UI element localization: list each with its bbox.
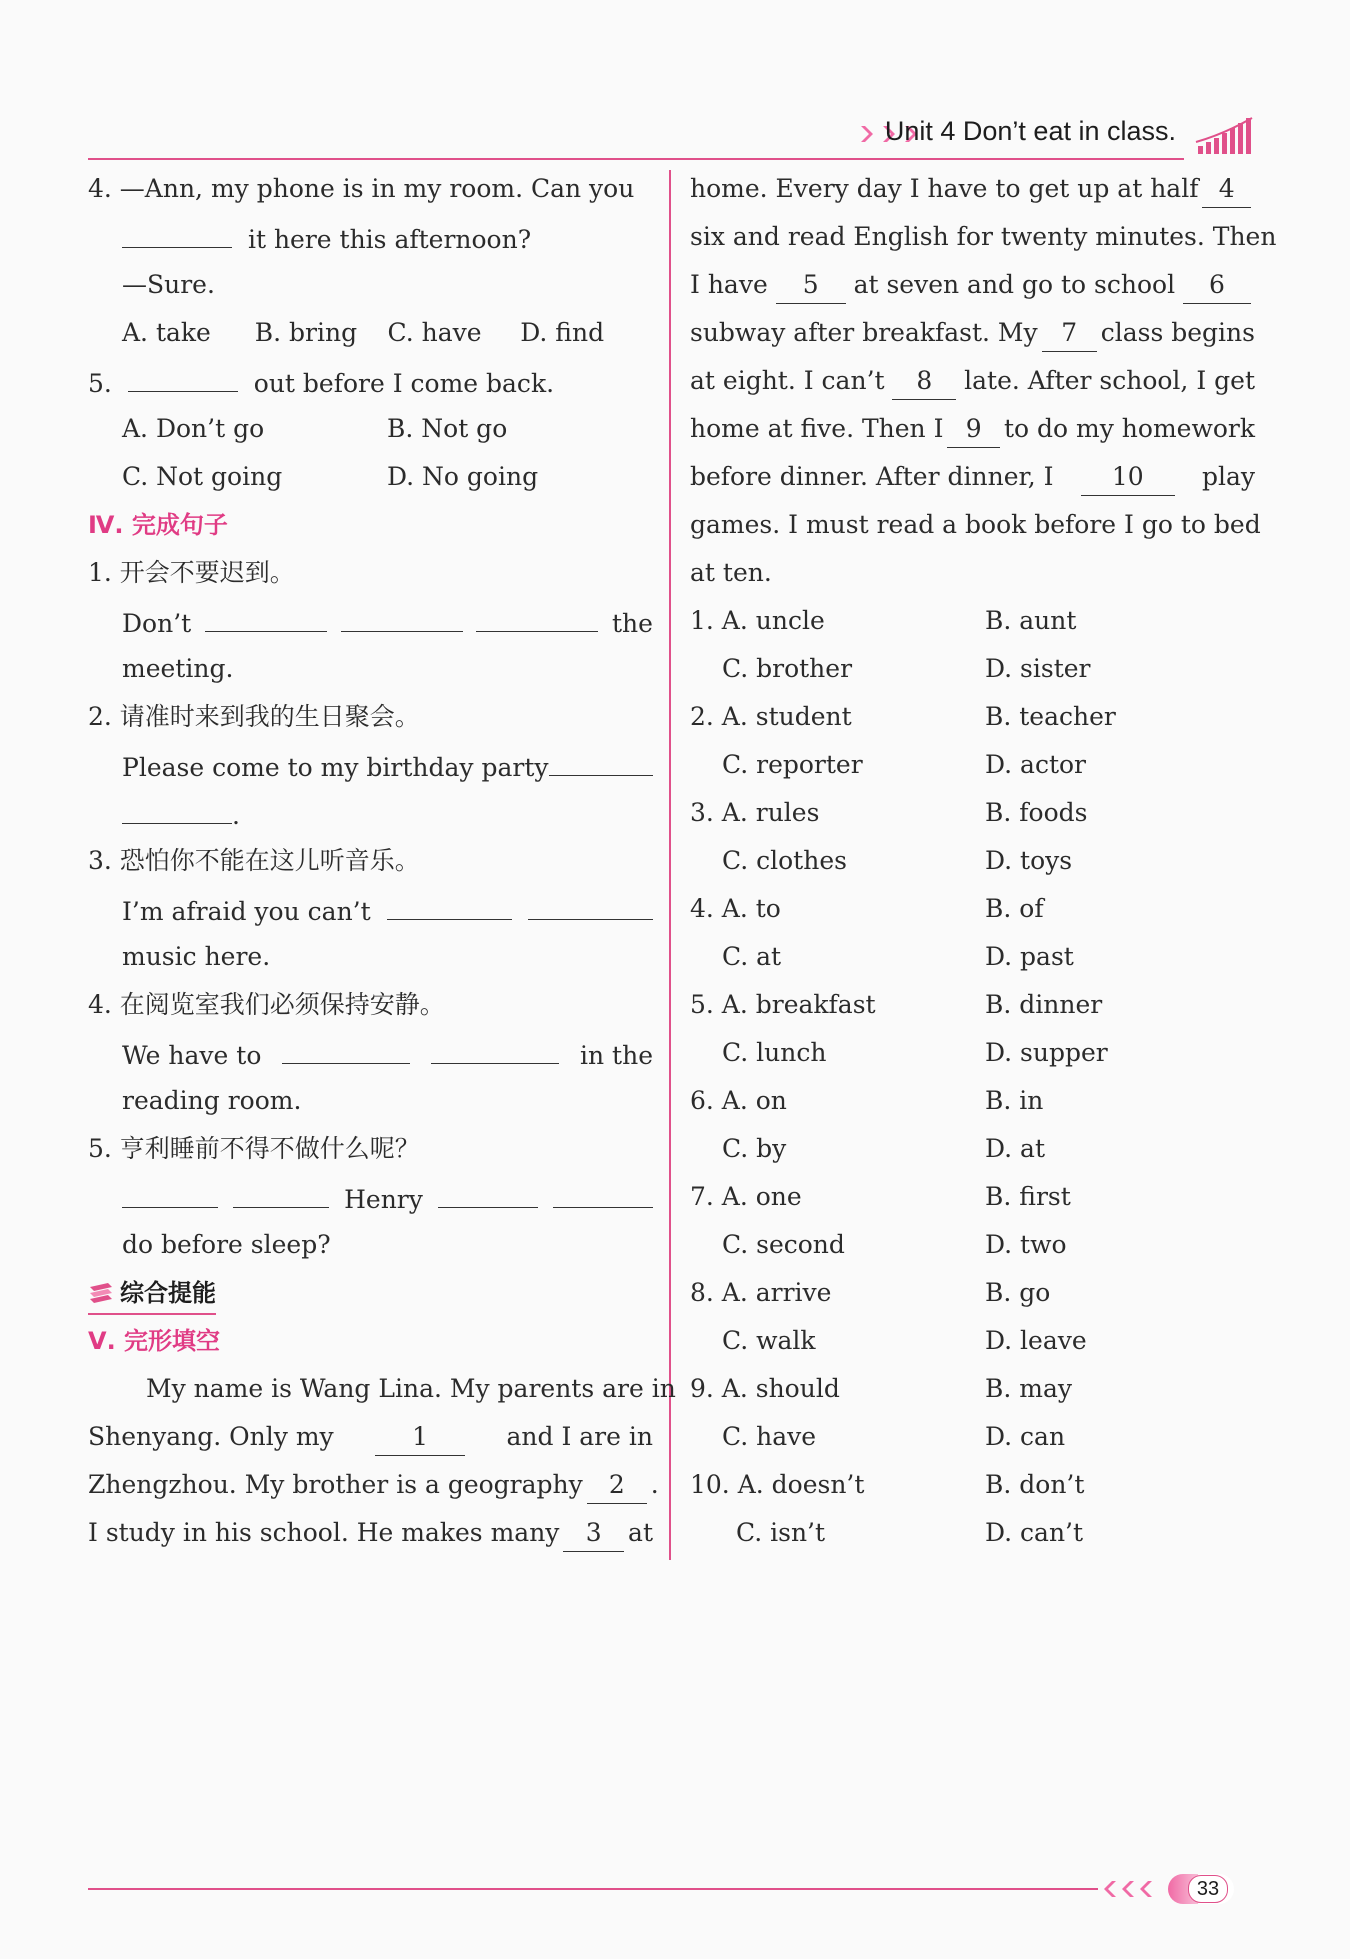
- option-b[interactable]: B. go: [985, 1278, 1051, 1307]
- options-q1-ab: [690, 597, 1255, 645]
- options-q7-cd: [690, 1221, 1255, 1269]
- options-q8-cd: [690, 1317, 1255, 1365]
- option-b[interactable]: B. of: [985, 894, 1044, 923]
- option-a[interactable]: 2. A. student: [690, 702, 852, 731]
- section-heading-text: 综合提能: [120, 1279, 216, 1307]
- page-number-badge: [1168, 1874, 1234, 1904]
- passage-line-2: Shenyang. Only my 1 and I are in: [88, 1413, 653, 1461]
- options-q4-ab: [690, 885, 1255, 933]
- options-q10-ab: [690, 1461, 1255, 1509]
- sentence-1-end: meeting.: [122, 654, 234, 683]
- options-q9-ab: [690, 1365, 1255, 1413]
- option-c[interactable]: C. lunch: [722, 1038, 827, 1067]
- signal-bars-icon: [1194, 116, 1256, 156]
- q5-options-ab: [88, 405, 653, 453]
- column-divider: [669, 170, 671, 1560]
- sentence-3-english: I’m afraid you can’t: [88, 885, 653, 933]
- passage-line-9: at eight. I can’t 8 late. After school, I get: [690, 357, 1255, 405]
- options-q8-ab: [690, 1269, 1255, 1317]
- passage-line-12: games. I must read a book before I go to bed: [690, 510, 1261, 539]
- sentence-5-english: Henry: [88, 1173, 653, 1221]
- option-b[interactable]: B. may: [985, 1374, 1072, 1403]
- options-q9-cd: [690, 1413, 1255, 1461]
- footer-rule: [88, 1888, 1098, 1890]
- option-a[interactable]: 1. A. uncle: [690, 606, 825, 635]
- answer-blank[interactable]: [233, 1173, 329, 1208]
- option-d[interactable]: D. can: [985, 1422, 1066, 1451]
- option-c[interactable]: C. reporter: [722, 750, 863, 779]
- option-c[interactable]: C. walk: [722, 1326, 816, 1355]
- option-c[interactable]: C. have: [722, 1422, 817, 1451]
- options-q2-ab: [690, 693, 1255, 741]
- q5-text: out before I come back.: [253, 369, 555, 398]
- sentence-5-end: do before sleep?: [122, 1230, 331, 1259]
- sentence-3-chinese: 3. 恐怕你不能在这儿听音乐。: [88, 846, 420, 875]
- option-a[interactable]: A. Don’t go: [122, 414, 265, 443]
- passage-line-5: home. Every day I have to get up at half 4: [690, 165, 1255, 213]
- option-c[interactable]: C. brother: [722, 654, 853, 683]
- section-heading-comprehensive: [88, 1273, 216, 1315]
- option-c[interactable]: C. clothes: [722, 846, 847, 875]
- options-q1-cd: [690, 645, 1255, 693]
- sentence-2-english: Please come to my birthday party: [88, 741, 653, 789]
- options-q6-cd: [690, 1125, 1255, 1173]
- option-c[interactable]: C. by: [722, 1134, 787, 1163]
- option-b[interactable]: B. first: [985, 1182, 1071, 1211]
- passage-line-10: home at five. Then I 9 to do my homework: [690, 405, 1255, 453]
- option-d[interactable]: D. sister: [985, 654, 1091, 683]
- option-a[interactable]: 8. A. arrive: [690, 1278, 832, 1307]
- answer-blank[interactable]: [122, 789, 232, 824]
- cloze-blank-6[interactable]: 6: [1183, 267, 1251, 304]
- passage-line-6: six and read English for twenty minutes. Then: [690, 222, 1277, 251]
- sentence-1-chinese: 1. 开会不要迟到。: [88, 558, 295, 587]
- cloze-blank-10[interactable]: 10: [1081, 459, 1175, 496]
- header-rule: [88, 158, 1184, 160]
- option-d[interactable]: D. at: [985, 1134, 1045, 1163]
- option-c[interactable]: C. have: [387, 318, 482, 347]
- option-a[interactable]: 4. A. to: [690, 894, 781, 923]
- option-a[interactable]: A. take: [122, 318, 211, 347]
- cloze-blank-8[interactable]: 8: [892, 363, 956, 400]
- unit-title: Unit 4 Don’t eat in class.: [884, 116, 1176, 146]
- option-b[interactable]: B. foods: [985, 798, 1088, 827]
- cloze-blank-7[interactable]: 7: [1042, 315, 1097, 352]
- cloze-blank-2[interactable]: 2: [587, 1467, 647, 1504]
- option-b[interactable]: B. Not go: [387, 414, 508, 443]
- options-q7-ab: [690, 1173, 1255, 1221]
- options-q2-cd: [690, 741, 1255, 789]
- q5-number: 5.: [88, 369, 112, 398]
- question-4: [88, 165, 653, 213]
- cloze-blank-1[interactable]: 1: [375, 1419, 465, 1456]
- option-c[interactable]: C. at: [722, 942, 782, 971]
- option-c[interactable]: C. isn’t: [736, 1518, 826, 1547]
- section-4-title: Ⅳ. 完成句子: [88, 511, 228, 539]
- option-a[interactable]: 9. A. should: [690, 1374, 840, 1403]
- q4-options: [88, 309, 653, 357]
- page-number: 33: [1188, 1875, 1228, 1903]
- sentence-4-end: reading room.: [122, 1086, 302, 1115]
- passage-line-8: subway after breakfast. My 7 class begins: [690, 309, 1255, 357]
- option-c[interactable]: C. Not going: [122, 462, 283, 491]
- option-d[interactable]: D. find: [520, 318, 605, 347]
- sentence-5-chinese: 5. 亨利睡前不得不做什么呢？: [88, 1134, 420, 1163]
- options-q10-cd: [690, 1509, 1255, 1557]
- section-5-title: Ⅴ. 完形填空: [88, 1327, 221, 1355]
- option-d[interactable]: D. two: [985, 1230, 1067, 1259]
- option-b[interactable]: B. teacher: [985, 702, 1116, 731]
- answer-blank[interactable]: [553, 1173, 653, 1208]
- options-q6-ab: [690, 1077, 1255, 1125]
- sentence-2-chinese: 2. 请准时来到我的生日聚会。: [88, 702, 420, 731]
- answer-blank[interactable]: [205, 597, 327, 632]
- answer-blank[interactable]: [528, 885, 653, 920]
- option-b[interactable]: B. dinner: [985, 990, 1103, 1019]
- answer-blank[interactable]: [122, 1173, 218, 1208]
- answer-blank[interactable]: [476, 597, 598, 632]
- option-a[interactable]: 10. A. doesn’t: [690, 1470, 865, 1499]
- option-b[interactable]: B. don’t: [985, 1470, 1085, 1499]
- sentence-4-english: We have to in the: [88, 1029, 653, 1077]
- sentence-4-chinese: 4. 在阅览室我们必须保持安静。: [88, 990, 445, 1019]
- option-a[interactable]: 6. A. on: [690, 1086, 787, 1115]
- passage-line-7: I have 5 at seven and go to school 6: [690, 261, 1255, 309]
- option-d[interactable]: D. supper: [985, 1038, 1108, 1067]
- right-column: [690, 165, 1277, 1557]
- option-d[interactable]: D. can’t: [985, 1518, 1084, 1547]
- answer-blank[interactable]: [438, 1173, 538, 1208]
- passage-line-1: My name is Wang Lina. My parents are in: [146, 1374, 676, 1403]
- answer-blank[interactable]: [549, 741, 653, 776]
- cloze-blank-9[interactable]: 9: [947, 411, 999, 448]
- option-d[interactable]: D. toys: [985, 846, 1073, 875]
- answer-blank[interactable]: [282, 1029, 410, 1064]
- option-b[interactable]: B. in: [985, 1086, 1044, 1115]
- option-b[interactable]: B. bring: [254, 318, 358, 347]
- answer-blank[interactable]: [431, 1029, 559, 1064]
- passage-line-4: I study in his school. He makes many 3 at: [88, 1509, 653, 1557]
- q5-options-cd: [88, 453, 653, 501]
- option-d[interactable]: D. leave: [985, 1326, 1087, 1355]
- answer-blank[interactable]: [341, 597, 463, 632]
- sentence-1-english: Don’t the: [88, 597, 653, 645]
- passage-line-3: Zhengzhou. My brother is a geography 2 .: [88, 1461, 653, 1509]
- option-a[interactable]: 5. A. breakfast: [690, 990, 876, 1019]
- q4-line1: 4. —Ann, my phone is in my room. Can you: [88, 174, 635, 203]
- left-column: 4. —Ann, my phone is in my room. Can you it here this afternoon? —Sure. A. take B. bring C. have D. find 5. out before I come back. A. Don’t go B. Not go C. Not going D. No going Ⅳ. 完成句子 1. 开会不要迟到。 Don’t the meeting. 2. 请准时来到我的生日聚会。 Please come to my birthday party . 3. 恐怕你不能在这儿听音乐。 I’m afraid you can’t music here. 4. 在阅览室我们必须保持安静。 We have to in the reading room. 5. 亨利睡前不得不做什么呢？ Henry do before sleep? 综合提能 Ⅴ. 完形填空 My name is Wang Lina. My parents are in Shenyang. Only my 1 and I are in Zhengzhou. My brother is a geography 2 . I study in his school. He makes many 3 at: [88, 165, 653, 1557]
- cloze-blank-4[interactable]: 4: [1202, 171, 1251, 208]
- triple-arrow-left-icon: [1102, 1878, 1162, 1900]
- passage-line-13: at ten.: [690, 558, 772, 587]
- option-b[interactable]: B. aunt: [985, 606, 1077, 635]
- options-q4-cd: [690, 933, 1255, 981]
- options-q3-ab: [690, 789, 1255, 837]
- answer-blank[interactable]: [128, 357, 238, 392]
- options-q5-ab: [690, 981, 1255, 1029]
- option-d[interactable]: D. actor: [985, 750, 1087, 779]
- question-5: [88, 357, 653, 405]
- options-q5-cd: [690, 1029, 1255, 1077]
- option-d[interactable]: D. No going: [387, 462, 539, 491]
- q4-line3: —Sure.: [122, 270, 215, 299]
- q4-line2: it here this afternoon?: [247, 225, 532, 254]
- option-d[interactable]: D. past: [985, 942, 1074, 971]
- page-footer: [88, 1874, 1256, 1904]
- options-q3-cd: [690, 837, 1255, 885]
- answer-blank[interactable]: [122, 213, 232, 248]
- page-header: [88, 112, 1256, 160]
- books-stack-icon: [88, 1281, 114, 1305]
- sentence-3-end: music here.: [122, 942, 271, 971]
- option-c[interactable]: C. second: [722, 1230, 845, 1259]
- passage-line-11: before dinner. After dinner, I 10 play: [690, 453, 1255, 501]
- answer-blank[interactable]: [387, 885, 512, 920]
- cloze-blank-3[interactable]: 3: [563, 1515, 624, 1552]
- option-a[interactable]: 7. A. one: [690, 1182, 802, 1211]
- cloze-blank-5[interactable]: 5: [776, 267, 846, 304]
- option-a[interactable]: 3. A. rules: [690, 798, 820, 827]
